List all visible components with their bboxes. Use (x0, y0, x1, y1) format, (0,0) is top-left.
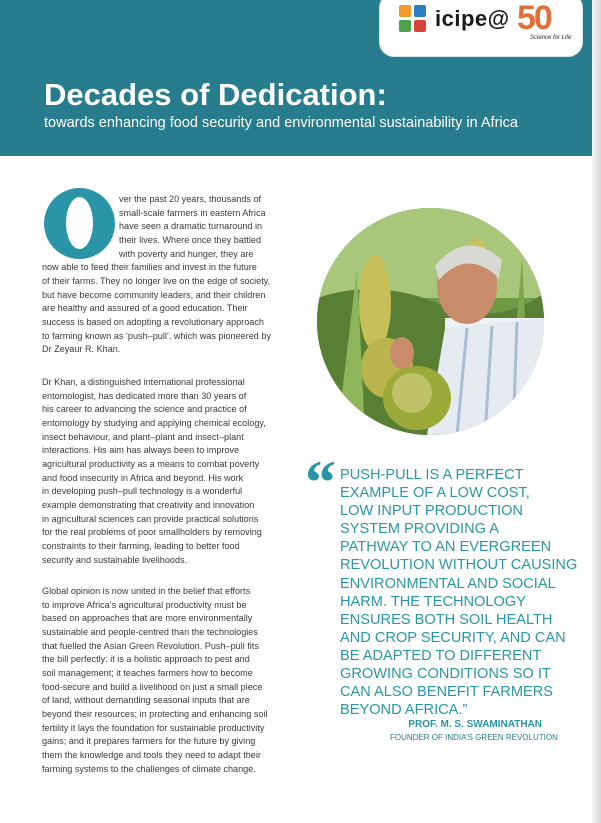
page-header (0, 0, 592, 156)
page-subtitle: towards enhancing food security and environmental sustainability in Africa (44, 115, 518, 131)
quote-line: PUSH-PULL IS A PERFECT (340, 467, 524, 483)
text-line: soil management; it teaches farmers how to become (42, 667, 253, 678)
text-line: insect behaviour, and plant–plant and insect–plant (42, 431, 244, 442)
icipe-logo (380, 0, 582, 56)
text-line: farming systems to the challenges of climate change. (42, 763, 256, 774)
text-line: them the knowledge and tools they need to adapt their (42, 749, 261, 760)
text-line: in agricultural sciences can provide practical solutions (42, 513, 259, 524)
page-edge-shadow (592, 0, 601, 823)
text-line: to farming known as ‘push–pull’, which was pioneered by (42, 330, 271, 341)
quote-author: PROF. M. S. SWAMINATHAN (408, 719, 542, 730)
text-line: interactions. His aim has always been to improve (42, 445, 240, 456)
text-line: have seen a dramatic turnaround in (119, 221, 263, 232)
text-line: small-scale farmers in eastern Africa (119, 207, 266, 218)
text-line: security and sustainable livelihoods. (42, 554, 188, 565)
quote-author-role: FOUNDER OF INDIA’S GREEN REVOLUTION (390, 733, 558, 742)
text-line: of their farms. They no longer live on the edge of society, (42, 275, 271, 286)
text-line: success is based on adopting a revolutionary approach (42, 316, 264, 327)
quote-line: LOW INPUT PRODUCTION (340, 503, 523, 520)
quote-mark-icon: “ (305, 449, 336, 517)
article-paragraph-2 (42, 376, 282, 567)
text-line: are healthy and assured of a good education. Their (42, 303, 248, 314)
text-line: their lives. Where once they battled (119, 234, 262, 245)
text-line: in developing push–pull technology is a wonderful (42, 486, 243, 497)
page-title: Decades of Dedication: (44, 77, 387, 112)
text-line: sustainable and people-centred than the technologies (42, 626, 258, 637)
quote-line: AND CROP SECURITY, AND CAN (340, 629, 566, 646)
pull-quote (340, 466, 578, 719)
quote-line: BE ADAPTED TO DIFFERENT (340, 647, 542, 664)
logo-tagline: Science for Life (530, 35, 572, 41)
quote-line: ENVIRONMENTAL AND SOCIAL (340, 575, 556, 592)
text-line: Dr Khan, a distinguished international professional (42, 377, 245, 387)
text-line: and food insecurity in Africa and beyond. His work (42, 472, 244, 483)
text-line: agricultural productivity as a means to combat poverty (42, 458, 260, 469)
quote-line: BEYOND AFRICA.” (340, 702, 468, 719)
quote-line: CAN ALSO BENEFIT FARMERS (340, 684, 554, 701)
text-line: that fuelled the Asian Green Revolution. Push–pull fits (42, 640, 259, 651)
text-line: the bill perfectly: it is a holistic approach to pest and (42, 654, 250, 665)
logo-name: icipe@ (435, 6, 510, 31)
logo-anniversary-number: 50 (517, 0, 551, 37)
text-line: entomologist, has dedicated more than 30 years of (42, 390, 247, 401)
text-line: for the real problems of poor smallholders by removing (42, 527, 262, 538)
animal-health-icon (399, 20, 411, 32)
text-line: Global opinion is now united in the belief that efforts (42, 586, 251, 596)
quote-line: EXAMPLE OF A LOW COST, (340, 485, 530, 502)
quote-line: SYSTEM PROVIDING A (340, 521, 499, 538)
text-line: food-secure and build a livelihood on just a small piece (42, 681, 263, 692)
text-line: now able to feed their families and invest in the future (42, 262, 257, 273)
text-line: entomology by studying and applying chemical ecology, (42, 417, 266, 428)
text-line: but have become community leaders, and their children (42, 289, 266, 300)
article-paragraph-1 (42, 193, 282, 357)
quote-line: ENSURES BOTH SOIL HEALTH (340, 611, 553, 628)
quote-line: GROWING CONDITIONS SO IT (340, 666, 551, 683)
environment-icon (414, 20, 426, 32)
text-line: to improve Africa’s agricultural productivity must be (42, 599, 247, 610)
quote-line: PATHWAY TO AN EVERGREEN (340, 539, 552, 556)
portrait-illustration (317, 208, 544, 435)
quote-line: REVOLUTION WITHOUT CAUSING (340, 557, 578, 574)
text-line: Dr Zeyaur R. Khan. (42, 344, 121, 355)
article-paragraph-3 (42, 585, 282, 776)
text-line: of land, without demanding seasonal inputs that are (42, 695, 250, 706)
quote-line: HARM. THE TECHNOLOGY (340, 593, 526, 610)
text-line: gains; and it prepares farmers for the future by giving (42, 736, 256, 747)
text-line: constraints to their farming, leading to better food (42, 540, 240, 551)
logo-icon-grid (399, 5, 429, 35)
text-line: based on approaches that are more environmentally (42, 613, 253, 624)
text-line: ver the past 20 years, thousands of (119, 194, 262, 204)
text-line: beyond their resources; in protecting and enhancing soil (42, 708, 268, 719)
text-line: with poverty and hunger, they are (119, 248, 254, 259)
text-line: example demonstrating that creativity and innovation (42, 499, 255, 510)
plant-health-icon (399, 5, 411, 17)
text-line: his career to advancing the science and practice of (42, 404, 247, 415)
portrait-photo (317, 208, 544, 435)
human-health-icon (414, 5, 426, 17)
text-line: fertility it lays the foundation for sustainable productivity (42, 722, 265, 733)
